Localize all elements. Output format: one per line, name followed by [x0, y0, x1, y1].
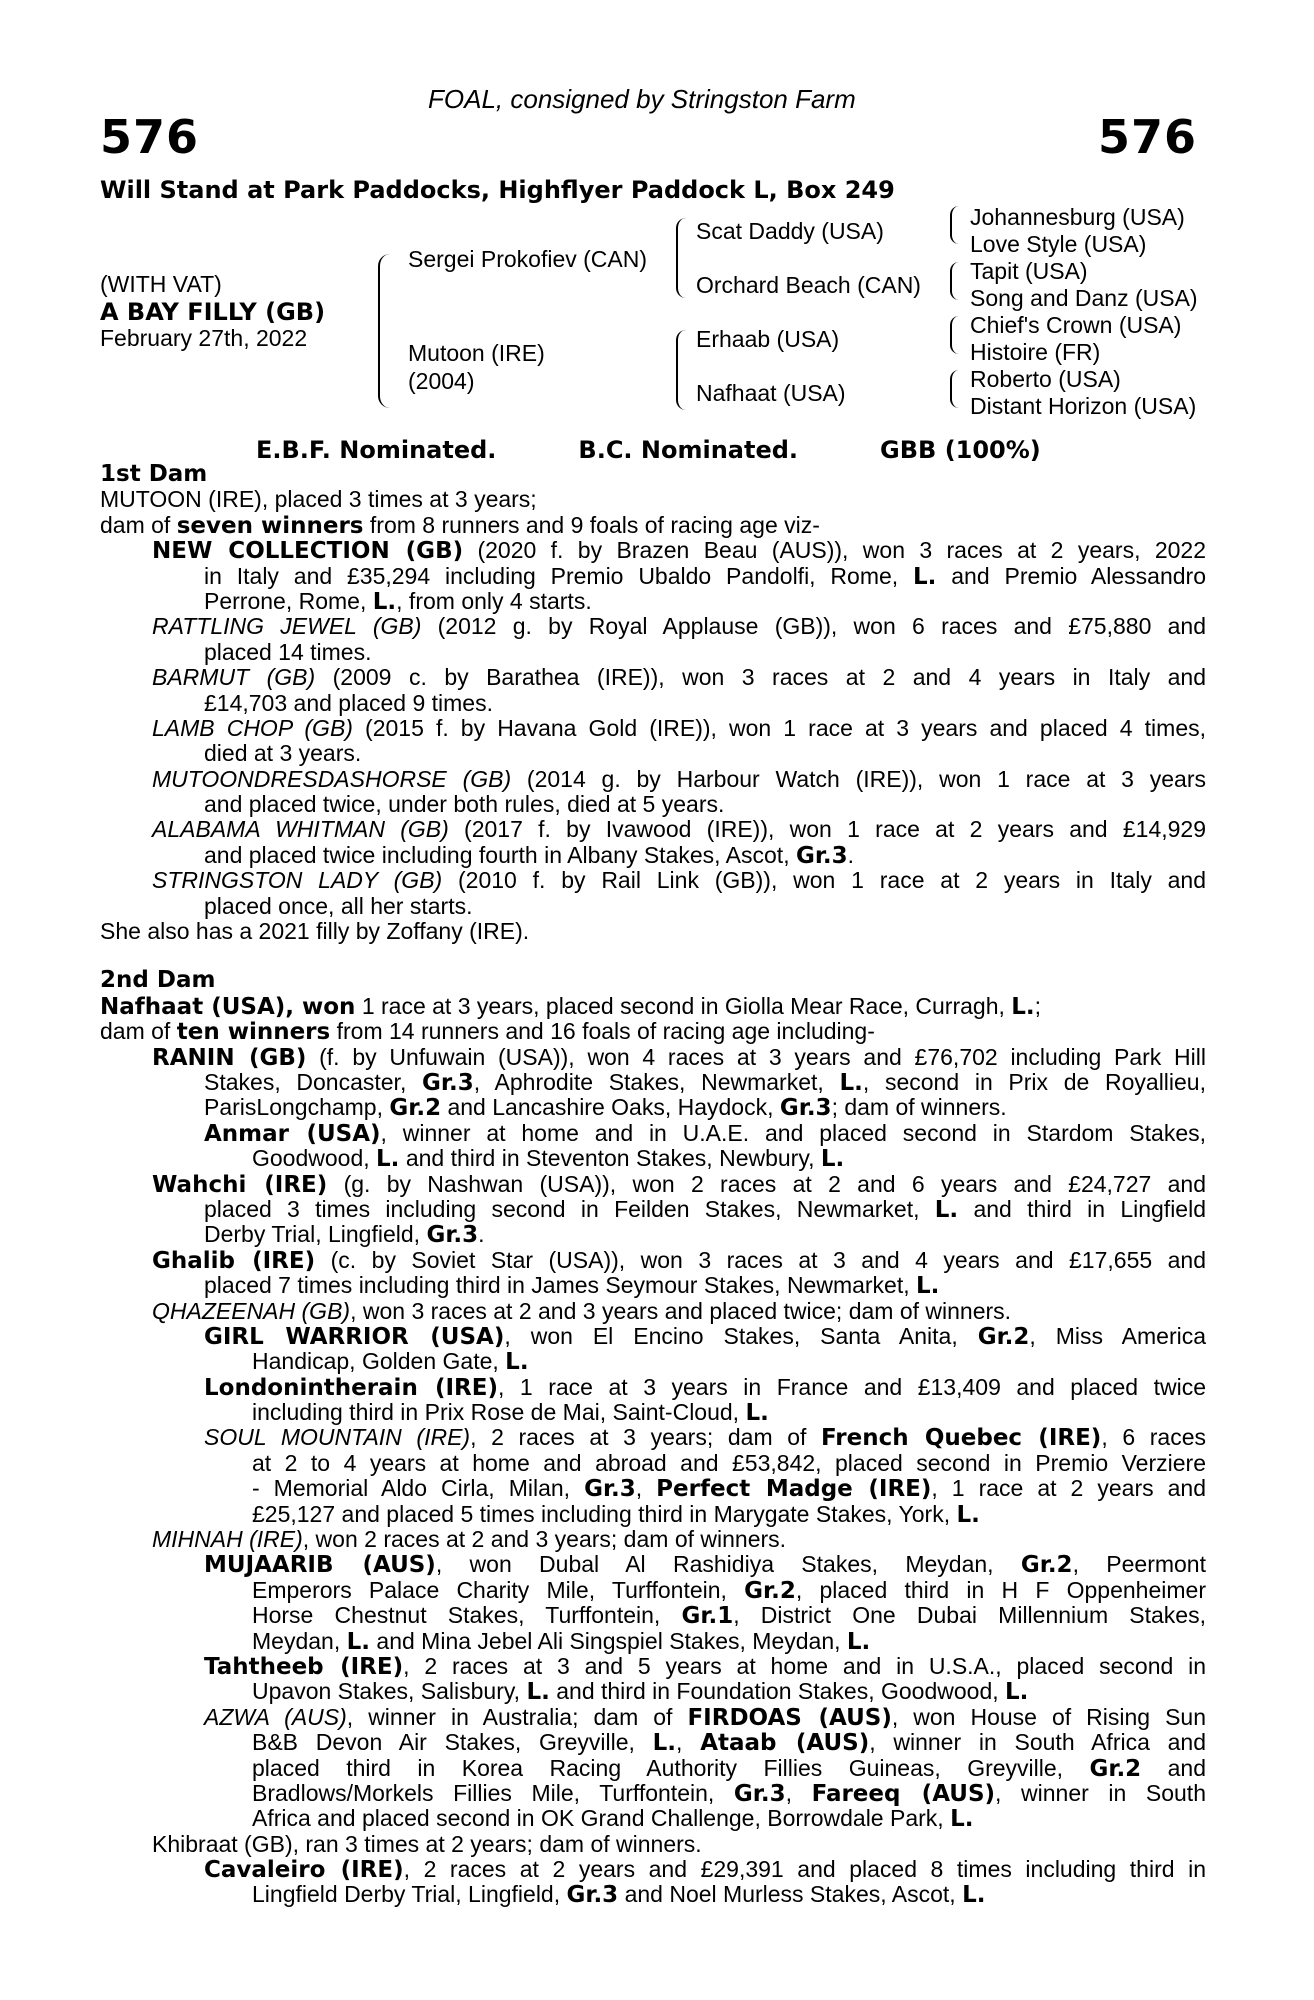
foaling-date: February 27th, 2022: [100, 325, 308, 351]
entry-line: placed 7 times including third in James Seymour Stakes, Newmarket, L.: [204, 1272, 940, 1300]
pedigree-dam-year: (2004): [408, 368, 475, 394]
entry-girl-warrior: GIRL WARRIOR (USA), won El Encino Stakes, Santa Anita, Gr.2, Miss America: [204, 1322, 1206, 1350]
pedigree-g3: Tapit (USA): [970, 258, 1088, 284]
pedigree-brace-g78: [950, 370, 959, 408]
pedigree-brace-g34: [950, 262, 959, 300]
pedigree-dam-sire: Erhaab (USA): [696, 326, 840, 352]
entry-line: Derby Trial, Lingfield, Gr.3.: [204, 1221, 485, 1249]
entry-line: Horse Chestnut Stakes, Turffontein, Gr.1, District One Dubai Millennium Stakes,: [252, 1602, 1206, 1630]
foal-entry-line: Perrone, Rome, L., from only 4 starts.: [204, 587, 592, 615]
entry-line: Lingfield Derby Trial, Lingfield, Gr.3 and Noel Murless Stakes, Ascot, L.: [252, 1881, 986, 1909]
pedigree-dam: Mutoon (IRE): [408, 340, 545, 366]
horse-name: A BAY FILLY (GB): [100, 298, 326, 326]
first-dam-also: She also has a 2021 filly by Zoffany (IRE).: [100, 918, 530, 945]
pedigree-g8: Distant Horizon (USA): [970, 393, 1197, 419]
entry-mihnah: MIHNAH (IRE), won 2 races at 2 and 3 years; dam of winners.: [152, 1526, 787, 1553]
entry-line: Handicap, Golden Gate, L.: [252, 1348, 529, 1376]
entry-line: placed 3 times including second in Feilden Stakes, Newmarket, L. and third in Lingfield: [204, 1195, 1206, 1223]
vat-label: (WITH VAT): [100, 271, 222, 297]
entry-line: Upavon Stakes, Salisbury, L. and third in Foundation Stakes, Goodwood, L.: [252, 1678, 1029, 1706]
foal-entry-line: placed once, all her starts.: [204, 892, 473, 919]
nominations-line: [256, 436, 1041, 464]
entry-azwa: AZWA (AUS), winner in Australia; dam of FIRDOAS (AUS), won House of Rising Sun: [204, 1703, 1206, 1731]
pedigree-brace-sire: [676, 218, 686, 298]
lot-number-left: 576: [100, 110, 200, 164]
entry-tahtheeb: Tahtheeb (IRE), 2 races at 3 and 5 years at home and in U.S.A., placed second in: [204, 1652, 1207, 1680]
entry-line: £25,127 and placed 5 times including third in Marygate Stakes, York, L.: [252, 1500, 980, 1528]
entry-mujaarib: MUJAARIB (AUS), won Dubal Al Rashidiya Stakes, Meydan, Gr.2, Peermont: [204, 1551, 1206, 1579]
entry-wahchi: Wahchi (IRE) (g. by Nashwan (USA)), won 2 races at 2 and 6 years and £24,727 and: [152, 1170, 1206, 1198]
first-dam-heading: 1st Dam: [100, 461, 208, 487]
consignor-line: FOAL, consigned by Stringston Farm: [428, 84, 856, 114]
pedigree-g1: Johannesburg (USA): [970, 204, 1185, 230]
pedigree-g4: Song and Danz (USA): [970, 285, 1198, 311]
bc-nomination: B.C. Nominated.: [578, 436, 799, 464]
foal-entry-barmut: BARMUT (GB) (2009 c. by Barathea (IRE)), won 3 races at 2 and 4 years in Italy and: [152, 664, 1206, 691]
entry-ghalib: Ghalib (IRE) (c. by Soviet Star (USA)), won 3 races at 3 and 4 years and £17,655 and: [152, 1246, 1207, 1274]
first-dam-line: MUTOON (IRE), placed 3 times at 3 years;: [100, 486, 537, 513]
entry-line: B&B Devon Air Stakes, Greyville, L., Ataab (AUS), winner in South Africa and: [252, 1729, 1207, 1757]
foal-entry-line: died at 3 years.: [204, 740, 362, 767]
entry-qhazeenah: QHAZEENAH (GB), won 3 races at 2 and 3 years and placed twice; dam of winners.: [152, 1297, 1012, 1324]
entry-line: including third in Prix Rose de Mai, Saint-Cloud, L.: [252, 1399, 769, 1427]
lot-number-right: 576: [1098, 110, 1198, 164]
pedigree-sire: Sergei Prokofiev (CAN): [408, 246, 648, 272]
pedigree-dam-dam: Nafhaat (USA): [696, 380, 846, 406]
foal-entry-line: placed 14 times.: [204, 638, 372, 665]
foal-entry-line: and placed twice including fourth in Albany Stakes, Ascot, Gr.3.: [204, 841, 855, 869]
pedigree-g7: Roberto (USA): [970, 366, 1121, 392]
entry-soul-mountain: SOUL MOUNTAIN (IRE), 2 races at 3 years; dam of French Quebec (IRE), 6 races: [204, 1424, 1206, 1452]
entry-line: placed third in Korea Racing Authority Fillies Guineas, Greyville, Gr.2 and: [252, 1754, 1206, 1782]
pedigree-brace-dam: [676, 330, 686, 410]
pedigree-g5: Chief's Crown (USA): [970, 312, 1182, 338]
pedigree-sire-dam: Orchard Beach (CAN): [696, 272, 921, 298]
second-dam-heading: 2nd Dam: [100, 967, 216, 994]
stand-location: Will Stand at Park Paddocks, Highflyer Paddock L, Box 249: [100, 176, 895, 204]
entry-line: Emperors Palace Charity Mile, Turffontein, Gr.2, placed third in H F Oppenheimer: [252, 1576, 1206, 1604]
foal-entry-line: £14,703 and placed 9 times.: [204, 689, 493, 716]
entry-cavaleiro: Cavaleiro (IRE), 2 races at 2 years and £29,391 and placed 8 times including third in: [204, 1856, 1206, 1884]
pedigree-g2: Love Style (USA): [970, 231, 1147, 257]
entry-londonintherain: Londonintherain (IRE), 1 race at 3 years in France and £13,409 and placed twice: [204, 1373, 1206, 1401]
pedigree-brace-g56: [950, 316, 959, 354]
entry-line: ParisLongchamp, Gr.2 and Lancashire Oaks, Haydock, Gr.3; dam of winners.: [204, 1094, 1007, 1122]
pedigree-g6: Histoire (FR): [970, 339, 1101, 365]
pedigree-body: [100, 462, 1206, 1908]
entry-khibraat: Khibraat (GB), ran 3 times at 2 years; dam of winners.: [152, 1830, 702, 1857]
entry-ranin: RANIN (GB) (f. by Unfuwain (USA)), won 4 races at 3 years and £76,702 including Park Hill: [152, 1043, 1206, 1071]
entry-line: Bradlows/Morkels Fillies Mile, Turffontein, Gr.3, Fareeq (AUS), winner in South: [252, 1779, 1206, 1807]
foal-entry-alabama-whitman: ALABAMA WHITMAN (GB) (2017 f. by Ivawood (IRE)), won 1 race at 2 years and £14,929: [152, 816, 1206, 843]
ebf-nomination: E.B.F. Nominated.: [256, 436, 497, 464]
foal-entry-mutoondresdashorse: MUTOONDRESDASHORSE (GB) (2014 g. by Harbour Watch (IRE)), won 1 race at 3 years: [152, 765, 1206, 792]
foal-entry-lamb-chop: LAMB CHOP (GB) (2015 f. by Havana Gold (IRE)), won 1 race at 3 years and placed 4 times,: [152, 714, 1206, 741]
second-dam-line: Nafhaat (USA), won 1 race at 3 years, placed second in Giolla Mear Race, Curragh, L.;: [100, 992, 1042, 1020]
entry-line: Africa and placed second in OK Grand Challenge, Borrowdale Park, L.: [252, 1805, 974, 1833]
first-dam-produce: dam of seven winners from 8 runners and 9 foals of racing age viz-: [100, 511, 820, 539]
pedigree-brace-main: [378, 254, 390, 408]
foal-entry-new-collection: NEW COLLECTION (GB) (2020 f. by Brazen Beau (AUS)), won 3 races at 2 years, 2022: [152, 537, 1206, 565]
pedigree-brace-g12: [950, 206, 959, 244]
foal-entry-rattling-jewel: RATTLING JEWEL (GB) (2012 g. by Royal Applause (GB)), won 6 races and £75,880 and: [152, 613, 1206, 640]
entry-line: at 2 to 4 years at home and abroad and £53,842, placed second in Premio Verziere: [252, 1449, 1206, 1476]
pedigree-sire-sire: Scat Daddy (USA): [696, 218, 884, 244]
foal-entry-line: and placed twice, under both rules, died at 5 years.: [204, 791, 725, 818]
entry-line: - Memorial Aldo Cirla, Milan, Gr.3, Perfect Madge (IRE), 1 race at 2 years and: [252, 1475, 1206, 1503]
foal-entry-line: in Italy and £35,294 including Premio Ubaldo Pandolfi, Rome, L. and Premio Alessandro: [204, 562, 1206, 590]
entry-line: Stakes, Doncaster, Gr.3, Aphrodite Stakes, Newmarket, L., second in Prix de Royallieu,: [204, 1068, 1206, 1096]
entry-line: Meydan, L. and Mina Jebel Ali Singspiel Stakes, Meydan, L.: [252, 1627, 871, 1655]
foal-entry-stringston-lady: STRINGSTON LADY (GB) (2010 f. by Rail Link (GB)), won 1 race at 2 years in Italy and: [152, 867, 1206, 894]
entry-anmar: Anmar (USA), winner at home and in U.A.E. and placed second in Stardom Stakes,: [204, 1119, 1207, 1147]
gbb-badge: GBB (100%): [880, 436, 1041, 464]
second-dam-produce: dam of ten winners from 14 runners and 16 foals of racing age including-: [100, 1018, 875, 1046]
entry-line: Goodwood, L. and third in Steventon Stakes, Newbury, L.: [252, 1145, 845, 1173]
